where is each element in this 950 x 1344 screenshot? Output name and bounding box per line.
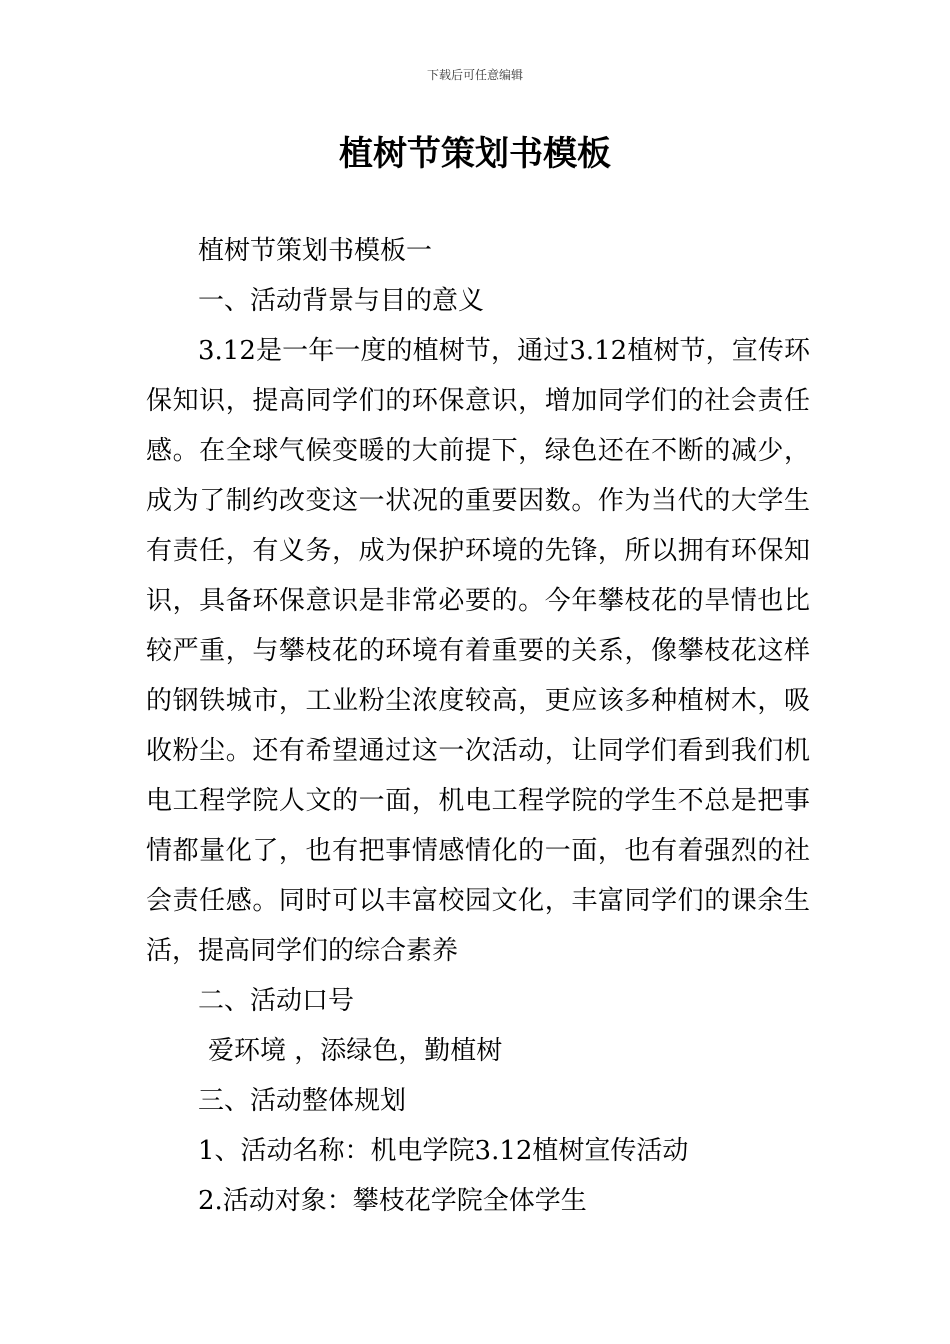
plan-item-audience: 2.活动对象：攀枝花学院全体学生 (198, 1186, 587, 1216)
section-heading-plan: 三、活动整体规划 (198, 1086, 407, 1116)
section-heading-slogan: 二、活动口号 (198, 986, 355, 1016)
background-paragraph: 3.12是一年一度的植树节，通过3.12植树节，宣传环保知识，提高同学们的环保意识，增加同学们的社会责任感。在全球气候变暖的大前提下，绿色还在不断的减少，成为了制约改变这一状况的重要因数。作为当代的大学生有责任，有义务，成为保护环境的先锋，所以拥有环保知识，具备环保意识是非常必要的。今年攀枝花的旱情也比较严重，与攀枝花的环境有着重要的关系，像攀枝花这样的钢铁城市，工业粉尘浓度较高，更应该多种植树木，吸收粉尘。还有希望通过这一次活动，让同学们看到我们机电工程学院人文的一面，机电工程学院的学生不总是把事情都量化了，也有把事情感情化的一面，也有着强烈的社会责任感。同时可以丰富校园文化，丰富同学们的课余生活，提高同学们的综合素养 (146, 336, 810, 966)
page-header-note: 下载后可任意编辑 (426, 68, 523, 82)
slogan-text: 爱环境 ，添绿色，勤植树 (208, 1036, 503, 1066)
section-heading-background: 一、活动背景与目的意义 (198, 286, 485, 316)
plan-item-name: 1、活动名称：机电学院3.12植树宣传活动 (198, 1136, 689, 1166)
document-body (146, 226, 810, 1226)
document-title: 植树节策划书模板 (339, 134, 611, 174)
section-heading-template-one: 植树节策划书模板一 (198, 236, 433, 266)
